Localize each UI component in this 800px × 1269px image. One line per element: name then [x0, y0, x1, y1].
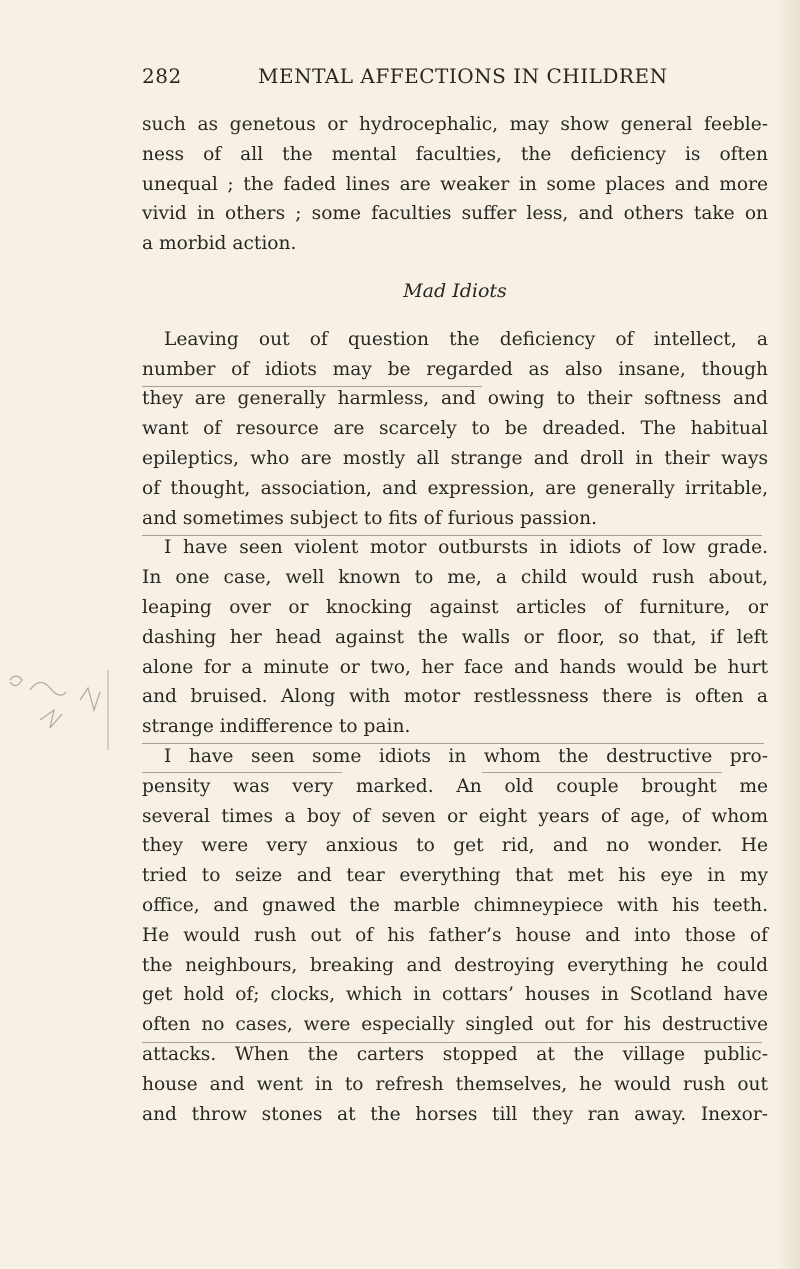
- text-line: He would rush out of his father’s house and into those of: [142, 924, 768, 946]
- running-title: MENTAL AFFECTIONS IN CHILDREN: [258, 64, 668, 88]
- text-line: epileptics, who are mostly all strange and droll in their ways: [142, 447, 768, 469]
- text-line: In one case, well known to me, a child would rush about,: [142, 567, 768, 589]
- text-line: dashing her head against the walls or floor, so that, if left: [142, 626, 768, 648]
- text-line: pensity was very marked. An old couple brought me: [142, 775, 768, 797]
- text-line: number of idiots may be regarded as also insane, though: [142, 358, 768, 380]
- page-edge-shadow: [778, 0, 800, 1269]
- paragraph-3: [142, 742, 768, 1129]
- text-line: and bruised. Along with motor restlessness there is often a: [142, 686, 768, 708]
- pencil-margin-marks: [0, 660, 120, 750]
- pencil-underline: [142, 1042, 762, 1043]
- text-line: house and went in to refresh themselves, he would rush out: [142, 1073, 768, 1095]
- text-line: alone for a minute or two, her face and hands would be hurt: [142, 656, 768, 678]
- text-line: the neighbours, breaking and destroying everything he could: [142, 954, 768, 976]
- text-line: such as genetous or hydrocephalic, may show general feeble-: [142, 114, 768, 135]
- text-line: I have seen violent motor outbursts in idiots of low grade.: [164, 537, 768, 559]
- text-line: Leaving out of question the deficiency of intellect, a: [164, 328, 768, 350]
- text-line: and sometimes subject to fits of furious passion.: [142, 507, 598, 529]
- pencil-underline: [482, 772, 722, 773]
- intro-paragraph: [142, 110, 768, 259]
- page-body: [142, 110, 768, 1129]
- text-line: attacks. When the carters stopped at the village public-: [142, 1043, 768, 1065]
- paragraph-1: [142, 325, 768, 534]
- section-heading: Mad Idiots: [403, 279, 507, 302]
- text-line: office, and gnawed the marble chimneypiece with his teeth.: [142, 894, 768, 916]
- text-line: often no cases, were especially singled out for his destructive: [142, 1014, 768, 1036]
- text-line: of thought, association, and expression, are generally irritable,: [142, 477, 768, 499]
- pencil-underline: [142, 772, 342, 773]
- text-line: I have seen some idiots in whom the destructive pro-: [164, 745, 768, 767]
- text-line: get hold of; clocks, which in cottars’ houses in Scotland have: [142, 984, 768, 1006]
- pencil-underline: [142, 743, 764, 744]
- text-line: unequal ; the faded lines are weaker in some places and more: [142, 173, 768, 195]
- text-line: they are generally harmless, and owing to their softness and: [142, 388, 768, 410]
- text-line: a morbid action.: [142, 233, 297, 255]
- text-line: want of resource are scarcely to be dreaded. The habitual: [142, 418, 768, 440]
- text-line: ness of all the mental faculties, the deficiency is often: [142, 143, 768, 165]
- page-number: 282: [142, 64, 182, 88]
- text-line: vivid in others ; some faculties suffer less, and others take on: [142, 203, 768, 225]
- text-line: and throw stones at the horses till they ran away. Inexor-: [142, 1103, 768, 1125]
- pencil-underline: [142, 535, 762, 536]
- text-line: several times a boy of seven or eight years of age, of whom: [142, 805, 768, 827]
- text-line: tried to seize and tear everything that met his eye in my: [142, 865, 768, 887]
- text-line: they were very anxious to get rid, and no wonder. He: [142, 835, 768, 857]
- pencil-underline: [142, 386, 482, 387]
- text-line: strange indifference to pain.: [142, 716, 411, 738]
- paragraph-2: [142, 533, 768, 742]
- text-line: leaping over or knocking against articles of furniture, or: [142, 596, 768, 618]
